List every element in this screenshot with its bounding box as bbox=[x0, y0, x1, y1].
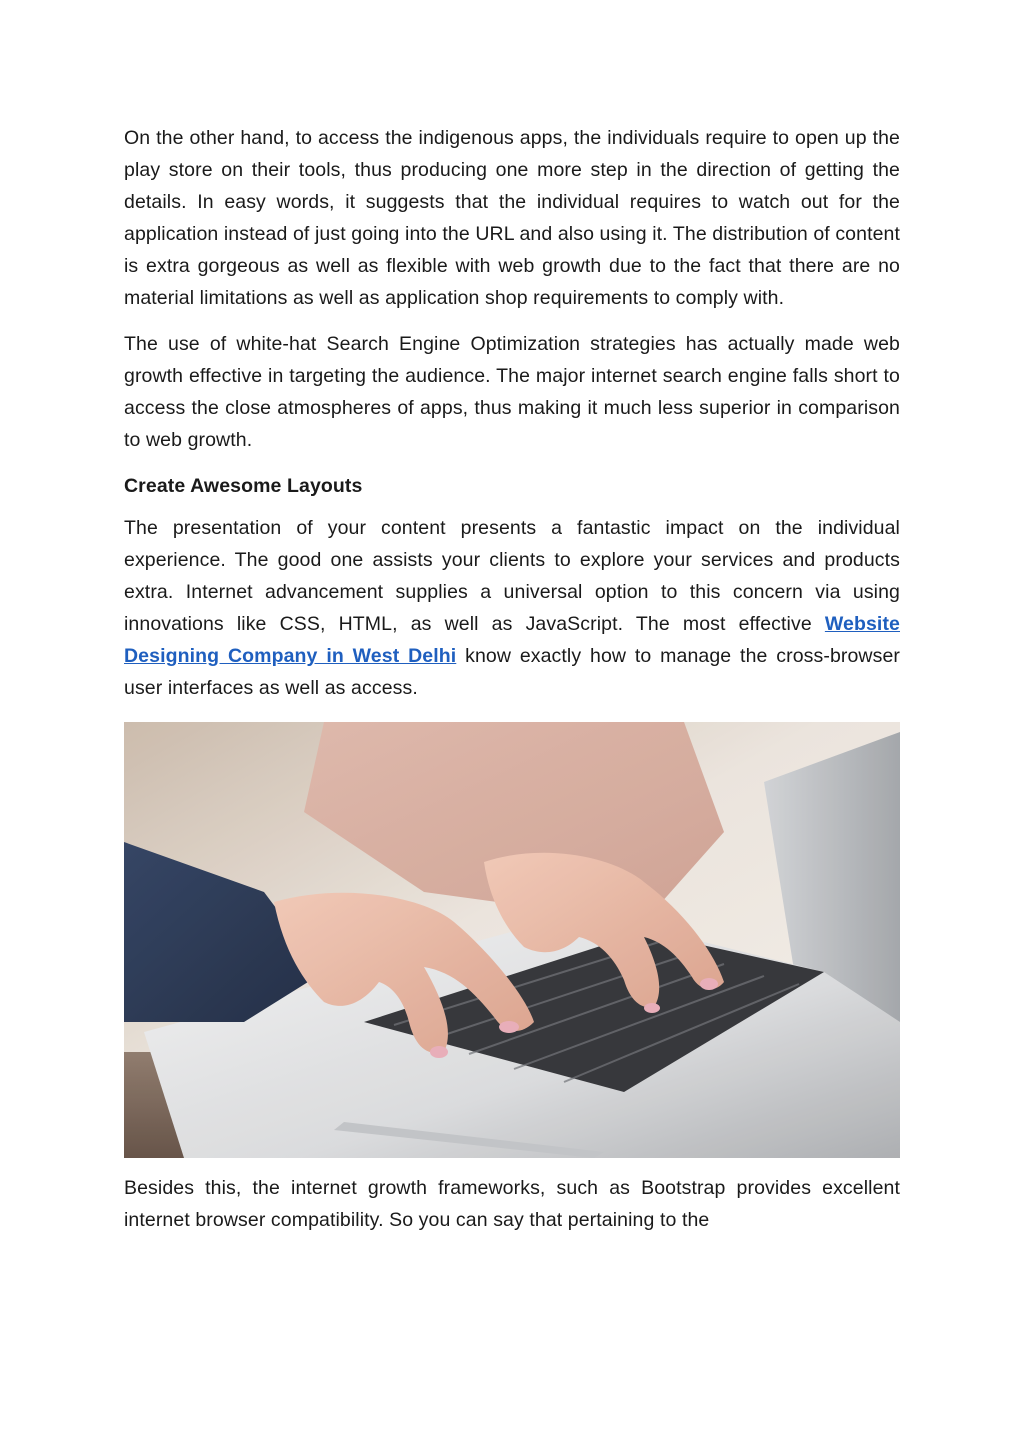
section-heading: Create Awesome Layouts bbox=[124, 475, 363, 497]
laptop-typing-photo bbox=[124, 722, 900, 1158]
paragraph-native-apps: On the other hand, to access the indigenous apps, the individuals require to open up the play store on their tools, thus producing one more step in the direction of getting the details. In easy words, it suggests that the individual requires to watch out for the application instead of just going into the URL and also using it. The distribution of content is extra gorgeous as well as flexible with web growth due to the fact that there are no material limitations as well as application shop requirements to comply with. bbox=[124, 127, 900, 309]
document-page bbox=[124, 122, 900, 1250]
paragraph-layouts bbox=[124, 512, 900, 704]
paragraph-bootstrap: Besides this, the internet growth frameworks, such as Bootstrap provides excellent internet browser compatibility. So you can say that pertaining to the bbox=[124, 1177, 900, 1231]
paragraph-seo: The use of white-hat Search Engine Optimization strategies has actually made web growth effective in targeting the audience. The major internet search engine falls short to access the close atmospheres of apps, thus making it much less superior in comparison to web growth. bbox=[124, 333, 900, 451]
paragraph-layouts-text-before: The presentation of your content presents a fantastic impact on the individual experience. The good one assists your clients to explore your services and products extra. Internet advancement supplies a universal option to this concern via using innovations like CSS, HTML, as well as JavaScript. The most effective bbox=[124, 517, 900, 635]
website-designing-company-link[interactable]: Website Designing Company in West Delhi bbox=[124, 613, 900, 667]
paragraph-layouts-text-after: know exactly how to manage the cross-browser user interfaces as well as access. bbox=[124, 645, 901, 699]
